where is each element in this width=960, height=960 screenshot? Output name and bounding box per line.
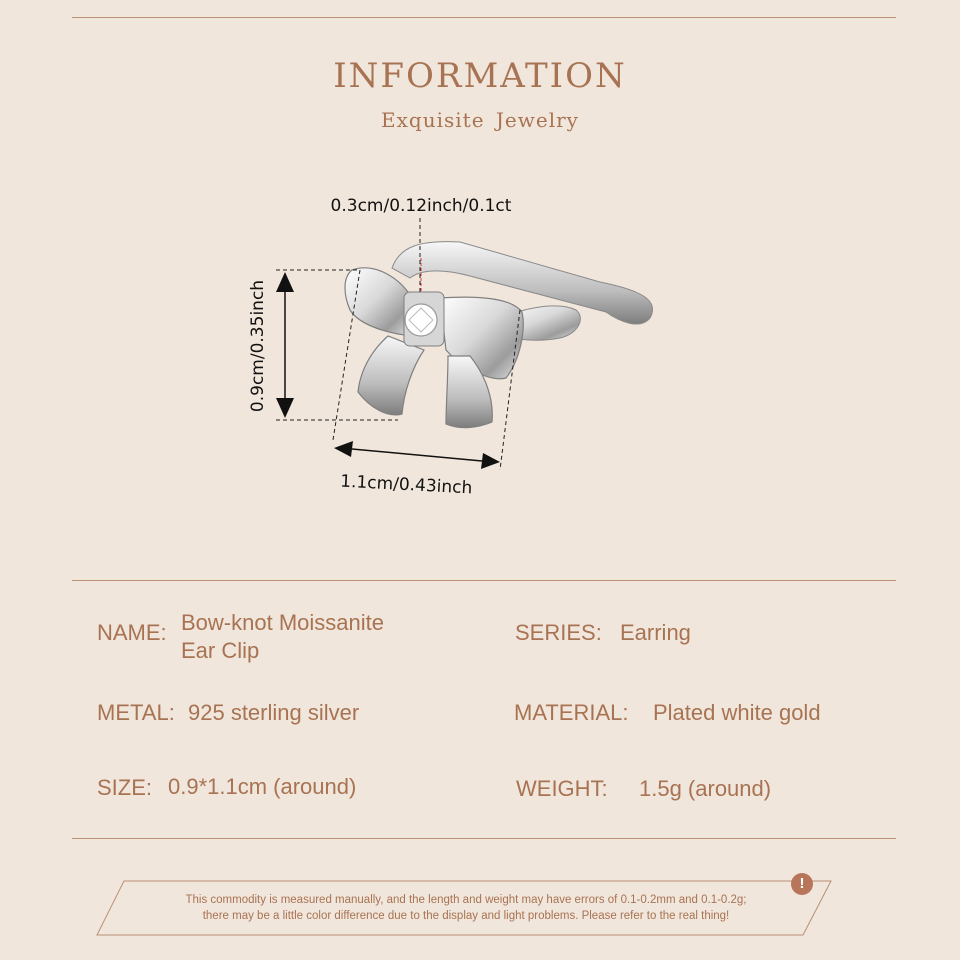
name-value: Bow-knot Moissanite Ear Clip [181, 610, 384, 663]
metal-label: METAL: [97, 700, 175, 725]
moissanite-stone [405, 304, 437, 336]
series-label: SERIES: [515, 620, 602, 645]
stone-size-label: 0.3cm/0.12inch/0.1ct [330, 196, 512, 216]
product-dimension-diagram [0, 150, 960, 510]
weight-label: WEIGHT: [516, 776, 608, 801]
bow-left-ribbon [358, 336, 424, 415]
height-arrow [276, 272, 294, 418]
page-title: INFORMATION [333, 56, 627, 96]
width-arrow [334, 441, 500, 469]
material-label: MATERIAL: [514, 700, 629, 725]
disclaimer-box [96, 880, 832, 936]
bottom-divider [72, 838, 896, 839]
warning-icon: ! [791, 873, 813, 895]
material-value: Plated white gold [653, 700, 821, 725]
disclaimer-text: This commodity is measured manually, and the length and weight may have errors of 0.1-0.2mm and 0.1-0.2g; there may be a little color difference due to the display and light problems. Please refer to the real thing! [185, 894, 747, 922]
middle-divider [72, 580, 896, 581]
width-label: 1.1cm/0.43inch [339, 471, 473, 499]
series-value: Earring [620, 620, 691, 645]
size-label: SIZE: [97, 775, 153, 800]
weight-value: 1.5g (around) [639, 776, 772, 801]
name-label: NAME: [97, 620, 167, 645]
height-label: 0.9cm/0.35inch [248, 279, 268, 413]
metal-value: 925 sterling silver [188, 700, 360, 725]
top-divider [72, 17, 896, 18]
page-subtitle: Exquisite Jewelry [381, 108, 579, 132]
size-value: 0.9*1.1cm (around) [168, 774, 357, 799]
bow-ear-clip-image [345, 242, 653, 428]
